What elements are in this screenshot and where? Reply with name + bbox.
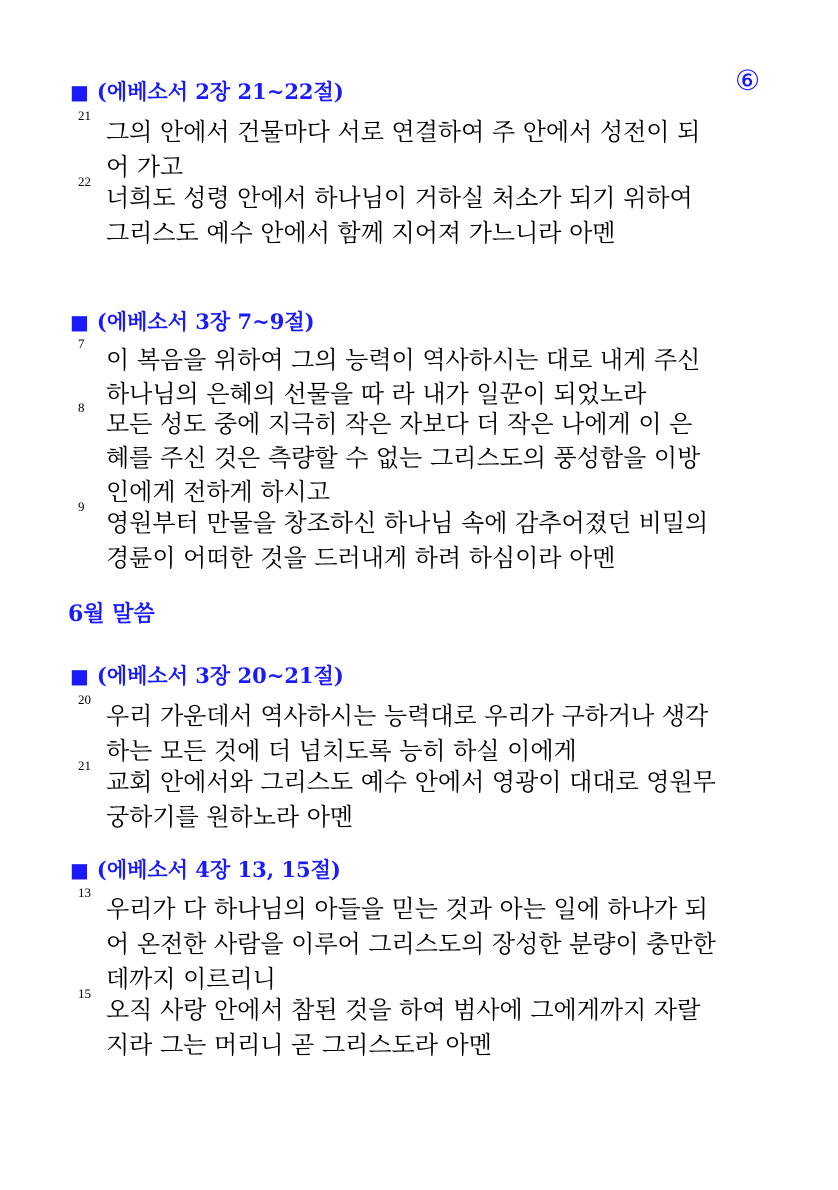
verse-text-line: 어 온전한 사람을 이루어 그리스도의 장성한 분량이 충만한 bbox=[106, 930, 716, 958]
verse-number: 7 bbox=[78, 336, 85, 351]
verse-text-line: 어 가고 bbox=[106, 153, 184, 181]
verse-number: 9 bbox=[78, 499, 85, 514]
verse-text-line: 모든 성도 중에 지극히 작은 자보다 더 작은 나에게 이 은 bbox=[106, 410, 693, 438]
verse-text-line: 인에게 전하게 하시고 bbox=[106, 478, 330, 506]
section-heading-text: (에베소서 2장 21~22절) bbox=[96, 79, 344, 104]
verse-text-line: 그의 안에서 건물마다 서로 연결하여 주 안에서 성전이 되 bbox=[106, 118, 701, 146]
section-heading bbox=[70, 854, 341, 884]
verse-number: 20 bbox=[78, 692, 91, 707]
section-heading bbox=[70, 306, 315, 336]
verse-text-line: 교회 안에서와 그리스도 예수 안에서 영광이 대대로 영원무 bbox=[106, 768, 716, 796]
verse-text-line: 데까지 이르리니 bbox=[106, 965, 276, 993]
page-number-badge: ⑥ bbox=[735, 64, 761, 97]
verse-text-line: 오직 사랑 안에서 참된 것을 하여 범사에 그에게까지 자랄 bbox=[106, 996, 701, 1024]
verse-text-line: 영원부터 만물을 창조하신 하나님 속에 감추어졌던 비밀의 bbox=[106, 509, 709, 537]
section-heading-text: (에베소서 3장 20~21절) bbox=[96, 663, 344, 688]
section-heading-text: (에베소서 4장 13, 15절) bbox=[96, 857, 341, 882]
verse-text-line: 경륜이 어떠한 것을 드러내게 하려 하심이라 아멘 bbox=[106, 544, 616, 572]
verse-text-line: 너희도 성령 안에서 하나님이 거하실 처소가 되기 위하여 bbox=[106, 184, 693, 212]
section-heading-text: (에베소서 3장 7~9절) bbox=[96, 309, 315, 334]
verse-text-line: 하나님의 은혜의 선물을 따 라 내가 일꾼이 되었노라 bbox=[106, 380, 647, 408]
section-heading bbox=[70, 76, 344, 106]
square-bullet-icon: ■ bbox=[70, 858, 89, 882]
verse-number: 22 bbox=[78, 174, 91, 189]
verse-number: 21 bbox=[78, 108, 91, 123]
verse-text-line: 혜를 주신 것은 측량할 수 없는 그리스도의 풍성함을 이방 bbox=[106, 444, 701, 472]
square-bullet-icon: ■ bbox=[70, 80, 89, 104]
verse-number: 13 bbox=[78, 885, 91, 900]
verse-text-line: 우리 가운데서 역사하시는 능력대로 우리가 구하거나 생각 bbox=[106, 702, 709, 730]
verse-text-line: 지라 그는 머리니 곧 그리스도라 아멘 bbox=[106, 1031, 492, 1059]
section-heading bbox=[70, 660, 344, 690]
verse-text-line: 하는 모든 것에 더 넘치도록 능히 하실 이에게 bbox=[106, 737, 577, 765]
verse-text-line: 이 복음을 위하여 그의 능력이 역사하시는 대로 내게 주신 bbox=[106, 346, 701, 374]
square-bullet-icon: ■ bbox=[70, 664, 89, 688]
verse-text-line: 우리가 다 하나님의 아들을 믿는 것과 아는 일에 하나가 되 bbox=[106, 895, 708, 923]
verse-number: 15 bbox=[78, 986, 91, 1001]
verse-text-line: 궁하기를 원하노라 아멘 bbox=[106, 803, 354, 831]
verse-number: 8 bbox=[78, 400, 85, 415]
verse-text-line: 그리스도 예수 안에서 함께 지어져 가느니라 아멘 bbox=[106, 219, 616, 247]
verse-number: 21 bbox=[78, 758, 91, 773]
month-heading: 6월 말씀 bbox=[68, 601, 155, 627]
square-bullet-icon: ■ bbox=[70, 310, 89, 334]
